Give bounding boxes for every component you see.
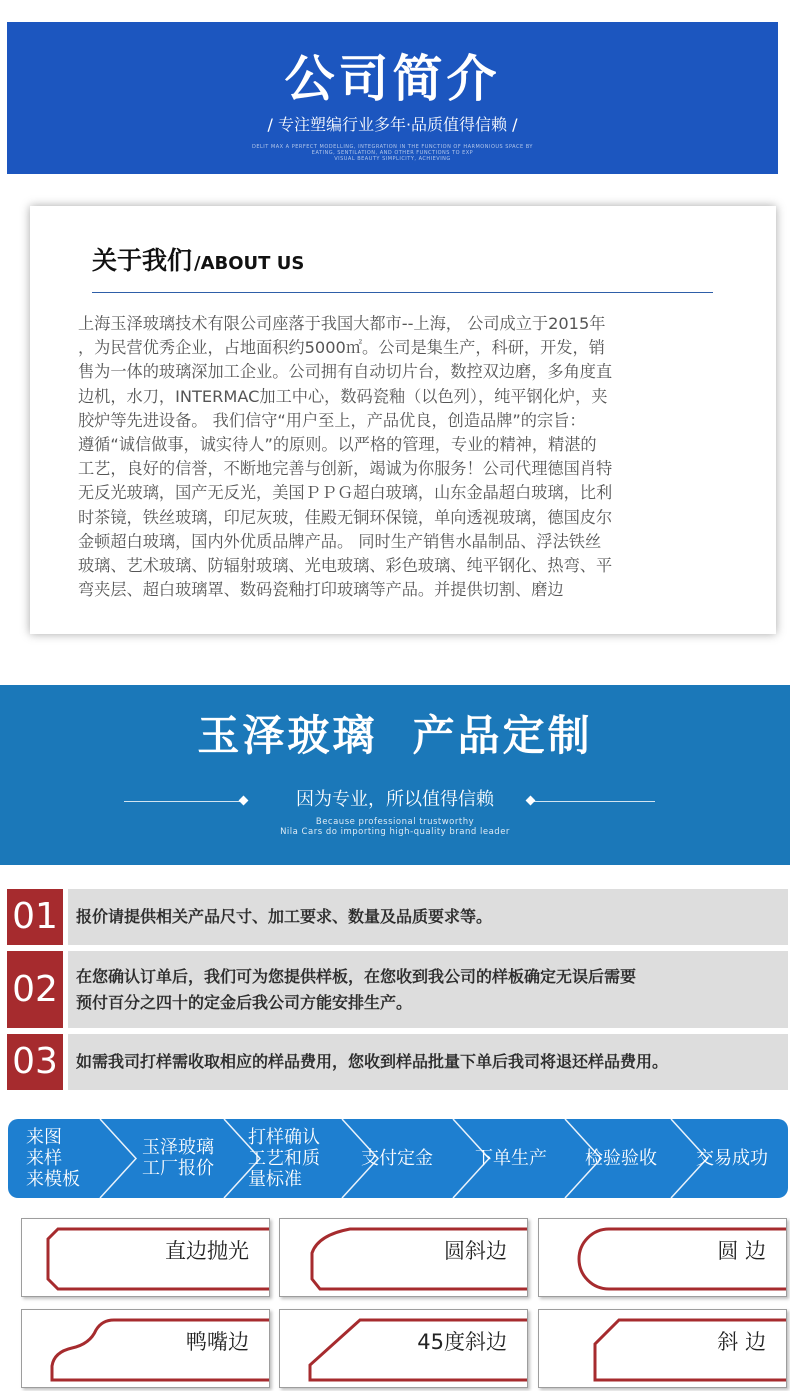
step-number: 03 bbox=[7, 1034, 63, 1090]
step-03 bbox=[7, 1034, 788, 1090]
about-line: 时茶镜，铁丝玻璃，印尼灰玻，佳殿无铜环保镜，单向透视玻璃，德国皮尔 bbox=[78, 507, 613, 527]
page-title: 公司简介 bbox=[284, 50, 501, 108]
flow-step-confirm bbox=[248, 1127, 320, 1190]
edge-tile-round-bevel bbox=[279, 1218, 528, 1297]
edge-label: 圆斜边 bbox=[444, 1239, 507, 1263]
edge-label: 圆 边 bbox=[717, 1239, 766, 1263]
company-intro-banner bbox=[7, 22, 778, 174]
about-heading-en: /ABOUT US bbox=[194, 253, 305, 274]
flow-step-samples bbox=[26, 1127, 80, 1190]
about-body bbox=[78, 312, 748, 602]
flow-line: 支付定金 bbox=[361, 1148, 433, 1169]
about-us-card bbox=[30, 206, 776, 634]
about-line: 无反光玻璃，国产无反光，美国ＰＰＧ超白玻璃，山东金晶超白玻璃，比利 bbox=[78, 483, 613, 503]
about-line: 玻璃、艺术玻璃、防辐射玻璃、光电玻璃、彩色玻璃、纯平钢化、热弯、平 bbox=[78, 556, 613, 576]
about-line: 胶炉等先进设备。 我们信守“用户至上，产品优良，创造品牌”的宗旨： bbox=[78, 410, 586, 430]
edge-tile-duckbill bbox=[21, 1309, 270, 1388]
custom-en-line: Nila Cars do importing high-quality brand leader bbox=[280, 827, 510, 837]
about-heading bbox=[92, 241, 304, 277]
edge-tile-straight-polished bbox=[21, 1218, 270, 1297]
flow-step-complete bbox=[696, 1148, 768, 1169]
flow-line: 打样确认 bbox=[248, 1127, 320, 1148]
product-custom-banner bbox=[0, 685, 790, 865]
about-line: 遵循“诚信做事，诚实待人”的原则。以严格的管理，专业的精神，精湛的 bbox=[78, 435, 597, 455]
page-subtitle: / 专注塑编行业多年·品质值得信赖 / bbox=[267, 115, 518, 134]
process-flow bbox=[8, 1119, 788, 1198]
flow-step-production bbox=[475, 1148, 547, 1169]
edge-label: 45度斜边 bbox=[417, 1330, 507, 1354]
step-text-line: 在您确认订单后，我们可为您提供样板，在您收到我公司的样板确定无误后需要 bbox=[76, 966, 637, 986]
flow-step-quote bbox=[142, 1137, 214, 1179]
divider-line-right bbox=[533, 801, 655, 802]
fine-print-line: DELIT MAX A PERFECT MODELLING, INTEGRATION IN THE FUNCTION OF HARMONIOUS SPACE BY bbox=[252, 144, 533, 150]
step-text bbox=[68, 889, 788, 945]
edge-tile-bevel-45 bbox=[279, 1309, 528, 1388]
step-number: 01 bbox=[7, 889, 63, 945]
edge-label: 直边抛光 bbox=[165, 1239, 249, 1263]
flow-line: 量标准 bbox=[248, 1169, 302, 1190]
flow-step-inspection bbox=[585, 1148, 657, 1169]
step-text-line: 如需我司打样需收取相应的样品费用，您收到样品批量下单后我司将退还样品费用。 bbox=[76, 1052, 669, 1071]
edge-tile-bevel bbox=[538, 1309, 787, 1388]
step-text-line: 报价请提供相关产品尺寸、加工要求、数量及品质要求等。 bbox=[76, 907, 493, 926]
step-02 bbox=[7, 951, 788, 1028]
about-line: 弯夹层、超白玻璃罩、数码瓷釉打印玻璃等产品。并提供切割、磨边 bbox=[78, 580, 564, 600]
flow-line: 工艺和质 bbox=[248, 1148, 320, 1169]
flow-line: 来图 bbox=[26, 1127, 62, 1148]
flow-line: 检验验收 bbox=[585, 1148, 657, 1169]
heading-divider bbox=[92, 292, 713, 293]
flow-line: 工厂报价 bbox=[142, 1158, 214, 1179]
step-text bbox=[68, 951, 788, 1028]
flow-line: 玉泽玻璃 bbox=[142, 1137, 214, 1158]
edge-label: 斜 边 bbox=[717, 1330, 766, 1354]
about-line: 金顿超白玻璃，国内外优质品牌产品。 同时生产销售水晶制品、浮法铁丝 bbox=[78, 531, 602, 551]
edge-tile-round bbox=[538, 1218, 787, 1297]
custom-en-line: Because professional trustworthy bbox=[315, 817, 475, 827]
custom-subtitle: 因为专业，所以值得信赖 bbox=[296, 789, 494, 810]
step-text bbox=[68, 1034, 788, 1090]
about-line: ，为民营优秀企业，占地面积约5000㎡。公司是集生产，科研，开发，销 bbox=[78, 338, 605, 358]
flow-line: 交易成功 bbox=[696, 1148, 768, 1169]
about-heading-cn: 关于我们 bbox=[92, 246, 193, 275]
about-line: 售为一体的玻璃深加工企业。公司拥有自动切片台，数控双边磨，多角度直 bbox=[78, 362, 613, 382]
step-text-line: 预付百分之四十的定金后我公司方能安排生产。 bbox=[76, 992, 413, 1012]
flow-line: 来模板 bbox=[26, 1169, 80, 1190]
custom-title: 玉泽玻璃 产品定制 bbox=[197, 711, 593, 760]
about-line: 工艺，良好的信誉，不断地完善与创新，竭诚为你服务！公司代理德国肖特 bbox=[78, 459, 613, 479]
fine-print-line: EATING, SENTILATION, AND OTHER FUNCTIONS TO EXP bbox=[311, 150, 474, 156]
edge-label: 鸭嘴边 bbox=[186, 1330, 249, 1354]
step-number: 02 bbox=[7, 951, 63, 1028]
about-line: 边机，水刀，INTERMAC加工中心，数码瓷釉（以色列），纯平钢化炉，夹 bbox=[78, 386, 608, 406]
step-01 bbox=[7, 889, 788, 945]
flow-step-deposit bbox=[361, 1148, 433, 1169]
fine-print-line: VISUAL BEAUTY SIMPLICITY, ACHIEVING bbox=[334, 156, 451, 162]
flow-line: 来样 bbox=[26, 1148, 62, 1169]
about-line: 上海玉泽玻璃技术有限公司座落于我国大都市--上海， 公司成立于2015年 bbox=[78, 314, 606, 333]
flow-line: 下单生产 bbox=[475, 1148, 547, 1169]
